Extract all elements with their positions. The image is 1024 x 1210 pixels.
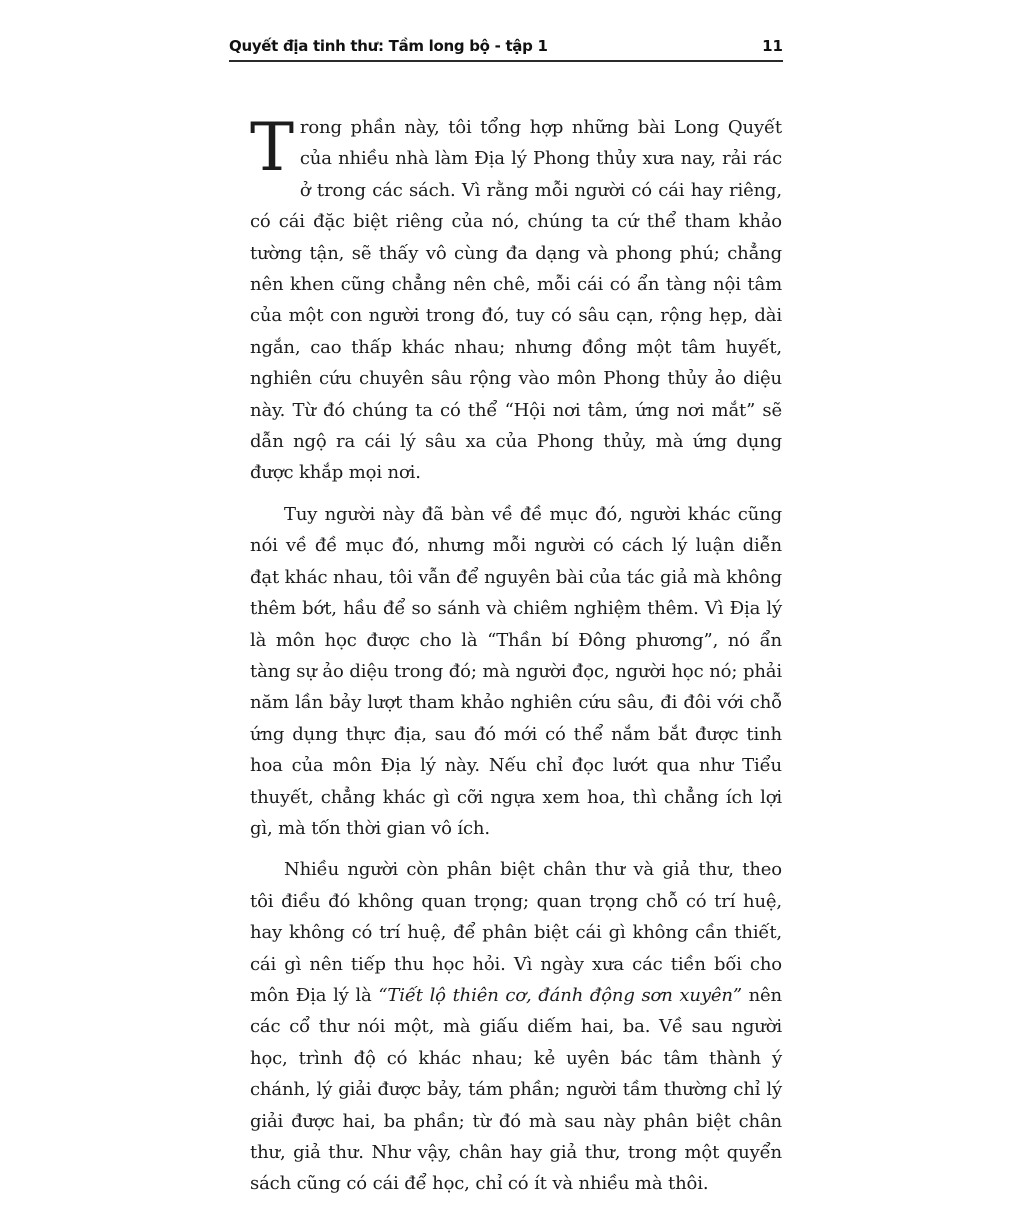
paragraph-3-quote: “Tiết lộ thiên cơ, đánh động sơn xuyên” — [378, 984, 742, 1006]
paragraph-1 — [250, 109, 782, 489]
page-number: 11 — [762, 37, 783, 55]
paragraph-1-text: rong phần này, tôi tổng hợp những bài Long Quyết của nhiều nhà làm Địa lý Phong thủy xưa nay, rải rác ở trong các sách. Vì rằng mỗi người có cái hay riêng, có cái đặc biệt riêng của nó, chúng ta cứ thể tham khảo tường tận, sẽ thấy vô cùng đa dạng và phong phú; chẳng nên khen cũng chẳng nên chê, mỗi cái có ẩn tàng nội tâm của một con người trong đó, tuy có sâu cạn, rộng hẹp, dài ngắn, cao thấp khác nhau; nhưng đồng một tâm huyết, nghiên cứu chuyên sâu rộng vào môn Phong thủy ảo diệu này. Từ đó chúng ta có thể “Hội nơi tâm, ứng nơi mắt” sẽ dẫn ngộ ra cái lý sâu xa của Phong thủy, mà ứng dụng được khắp mọi nơi. — [250, 117, 782, 484]
drop-cap: T — [250, 109, 294, 186]
paragraph-2-text: Tuy người này đã bàn về đề mục đó, người khác cũng nói về đề mục đó, nhưng mỗi người có cách lý luận diễn đạt khác nhau, tôi vẫn để nguyên bài của tác giả mà không thêm bớt, hầu để so sánh và chiêm nghiệm thêm. Vì Địa lý là môn học được cho là “Thần bí Đông phương”, nó ẩn tàng sự ảo diệu trong đó; mà người đọc, người học nó; phải năm lần bảy lượt tham khảo nghiên cứu sâu, đi đôi với chỗ ứng dụng thực địa, sau đó mới có thể nắm bắt được tinh hoa của môn Địa lý này. Nếu chỉ đọc lướt qua như Tiểu thuyết, chẳng khác gì cỡi ngựa xem hoa, thì chẳng ích lợi gì, mà tốn thời gian vô ích. — [250, 503, 782, 839]
book-title: Quyết địa tinh thư: Tầm long bộ - tập 1 — [229, 37, 548, 55]
paragraph-3-text-before: Nhiều người còn phân biệt chân thư và giả thư, theo tôi điều đó không quan trọng; quan trọng chỗ có trí huệ, hay không có trí huệ, để phân biệt cái gì không cần thiết, cái gì nên tiếp thu học hỏi. Vì ngày xưa các tiền bối cho môn Địa lý là — [250, 859, 782, 1006]
body-text — [250, 109, 782, 1210]
paragraph-2 — [250, 499, 782, 844]
paragraph-3-text-after: nên các cổ thư nói một, mà giấu diếm hai, ba. Về sau người học, trình độ có khác nhau; kẻ uyên bác tâm thành ý chánh, lý giải được bảy, tám phần; người tầm thường chỉ lý giải được hai, ba phần; từ đó mà sau này phân biệt chân thư, giả thư. Như vậy, chân hay giả thư, trong một quyển sách cũng có cái để học, chỉ có ít và nhiều mà thôi. — [250, 984, 782, 1195]
running-header — [229, 34, 783, 62]
paragraph-3 — [250, 854, 782, 1199]
